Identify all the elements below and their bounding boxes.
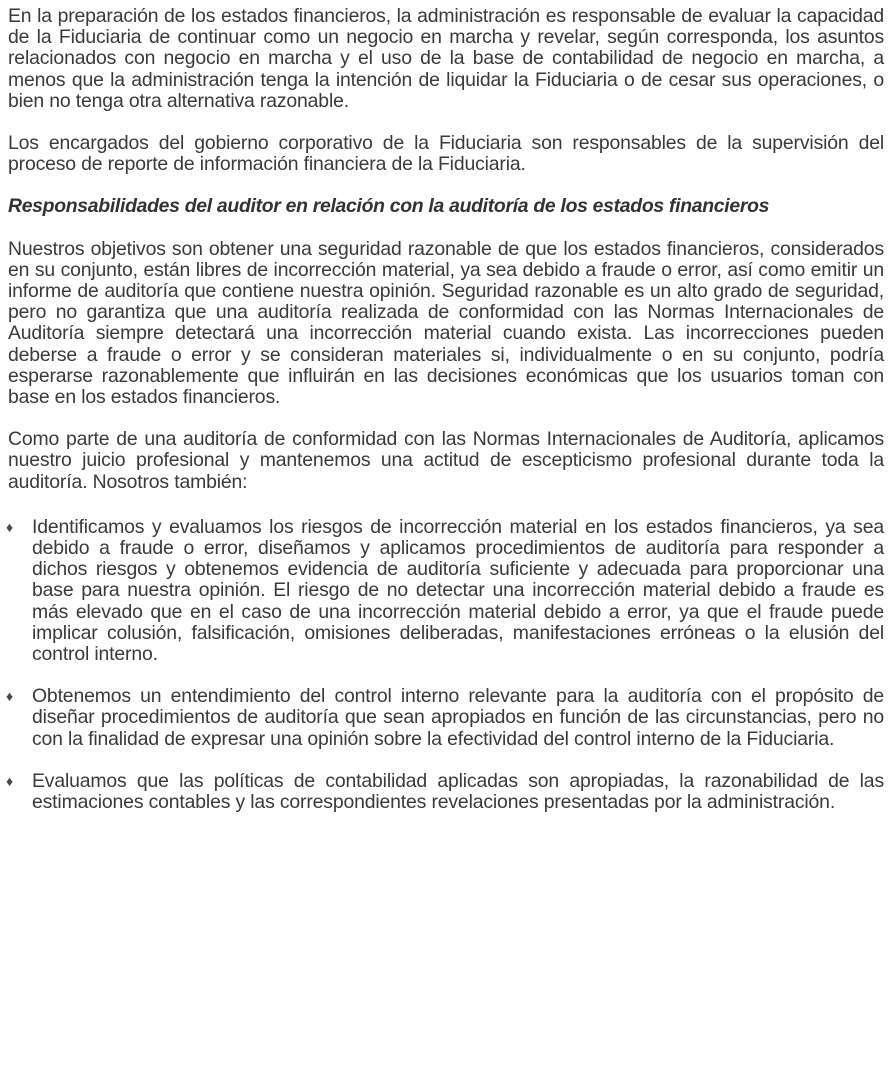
diamond-bullet-icon: ♦ — [6, 772, 13, 789]
list-item-text: Obtenemos un entendimiento del control interno relevante para la auditoría con el propósito de diseñar procedimientos de auditoría que sean apropiados en función de las circunstancias, pero no con la finalidad de expresar una opinión sobre la efectividad del control interno de la Fiduciaria. — [32, 685, 884, 750]
list-item — [8, 771, 884, 813]
document-page — [8, 6, 884, 834]
list-item-text: Evaluamos que las políticas de contabilidad aplicadas son apropiadas, la razonabilidad de las estimaciones contables y las correspondientes revelaciones presentadas por la administración. — [32, 769, 884, 814]
list-item-text: Identificamos y evaluamos los riesgos de incorrección material en los estados financieros, ya sea debido a fraude o error, diseñamos y aplicamos procedimientos de auditoría para responder a dichos riesgos y obtenemos evidencia de auditoría suficiente y adecuada para proporcionar una base para nuestra opinión. El riesgo de no detectar una incorrección material debido a fraude es más elevado que en el caso de una incorrección material debido a error, ya que el fraude puede implicar colusión, falsificación, omisiones deliberadas, manifestaciones erróneas o la elusión del control interno. — [32, 515, 884, 666]
paragraph-objectives: Nuestros objetivos son obtener una seguridad razonable de que los estados financieros, considerados en su conjunto, están libres de incorrección material, ya sea debido a fraude o error, así como emitir un informe de auditoría que contiene nuestra opinión. Seguridad razonable es un alto grado de seguridad, pero no garantiza que una auditoría realizada de conformidad con las Normas Internacionales de Auditoría siempre detectará una incorrección material cuando exista. Las incorrecciones pueden deberse a fraude o error y se consideran materiales si, individualmente o en su conjunto, podría esperarse razonablemente que influirán en las decisiones económicas que los usuarios toman con base en los estados financieros. — [8, 237, 884, 409]
diamond-bullet-icon: ♦ — [6, 518, 13, 535]
paragraph-governance: Los encargados del gobierno corporativo de la Fiduciaria son responsables de la supervisión del proceso de reporte de información financiera de la Fiduciaria. — [8, 132, 884, 176]
diamond-bullet-icon: ♦ — [6, 688, 13, 705]
section-heading: Responsabilidades del auditor en relación con la auditoría de los estados financieros — [8, 195, 770, 218]
list-item — [8, 686, 884, 750]
paragraph-going-concern: En la preparación de los estados financieros, la administración es responsable de evaluar la capacidad de la Fiduciaria de continuar como un negocio en marcha y revelar, según corresponda, los asuntos relacionados con negocio en marcha y el uso de la base de contabilidad de negocio en marcha, a menos que la administración tenga la intención de liquidar la Fiduciaria o de cesar sus operaciones, o bien no tenga otra alternativa razonable. — [8, 5, 884, 112]
list-item — [8, 517, 884, 665]
paragraph-audit-approach: Como parte de una auditoría de conformidad con las Normas Internacionales de Auditoría, aplicamos nuestro juicio profesional y mantenemos una actitud de escepticismo profesional durante toda la auditoría. Nosotros también: — [8, 428, 884, 493]
bullet-list — [8, 517, 884, 813]
